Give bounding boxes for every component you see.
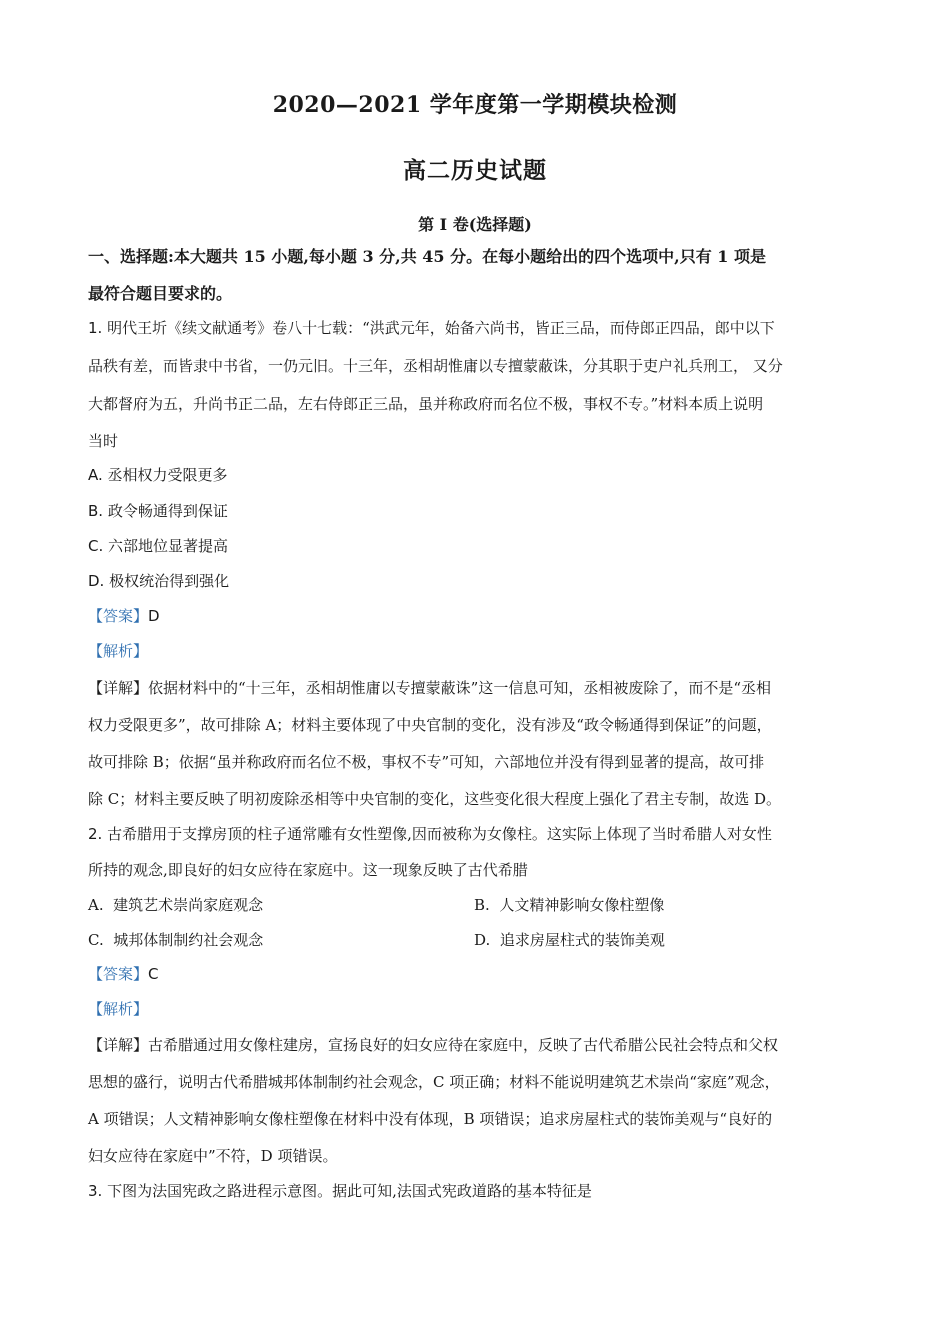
- exam-subtitle: 高二历史试题: [403, 157, 547, 184]
- detail-line: 思想的盛行，说明古代希腊城邦体制制约社会观念，C 项正确；材料不能说明建筑艺术崇尚“家庭”观念，: [88, 1073, 780, 1091]
- answer-line: [88, 964, 159, 984]
- analysis-tag: 【解析】: [88, 1000, 149, 1018]
- question-number: 1.: [88, 319, 103, 337]
- question-1-stem-line: 1. 明代王圻《续文献通考》卷八十七载：“洪武元年，始备六尚书，皆正三品，而侍郎正四品，郎中以下: [88, 319, 775, 337]
- detail-line: 除 C；材料主要反映了明初废除丞相等中央官制的变化，这些变化很大程度上强化了君主专制，故选 D。: [88, 790, 782, 808]
- option-c: C. 城邦体制制约社会观念: [88, 931, 264, 949]
- option-a: A. 建筑艺术崇尚家庭观念: [88, 896, 264, 914]
- option-a: A. 丞相权力受限更多: [88, 466, 228, 484]
- question-1-stem-line: 品秩有差，而皆隶中书省，一仍元旧。十三年，丞相胡惟庸以专擅蒙蔽诛，分其职于吏户礼兵刑工， 又分: [88, 357, 783, 375]
- answer-line: [88, 606, 160, 626]
- detail-line: 权力受限更多”，故可排除 A；材料主要体现了中央官制的变化，没有涉及“政令畅通得到保证”的问题，: [88, 716, 772, 734]
- answer-value: C: [148, 965, 159, 983]
- option-c: C. 六部地位显著提高: [88, 537, 229, 555]
- detail-line: 【详解】依据材料中的“十三年，丞相胡惟庸以专擅蒙蔽诛”这一信息可知，丞相被废除了，而不是“丞相: [88, 679, 772, 697]
- exam-title: 2020—2021 学年度第一学期模块检测: [272, 92, 678, 118]
- detail-line: A 项错误；人文精神影响女像柱塑像在材料中没有体现，B 项错误；追求房屋柱式的装饰美观与“良好的: [88, 1110, 773, 1128]
- section-heading-line: 最符合题目要求的。: [88, 284, 233, 303]
- option-b: B. 政令畅通得到保证: [88, 502, 228, 520]
- section-heading: [88, 238, 878, 312]
- answer-tag: 【答案】: [88, 607, 149, 625]
- option-b: B. 人文精神影响女像柱塑像: [474, 896, 665, 914]
- detail-tag: 【详解】: [88, 1036, 149, 1054]
- question-2-stem-line: 所持的观念,即良好的妇女应待在家庭中。这一现象反映了古代希腊: [88, 861, 528, 879]
- detail-line: 【详解】古希腊通过用女像柱建房，宣扬良好的妇女应待在家庭中，反映了古代希腊公民社会特点和父权: [88, 1036, 779, 1054]
- analysis-tag: 【解析】: [88, 642, 149, 660]
- answer-value: D: [148, 607, 160, 625]
- question-3-stem-line: 3. 下图为法国宪政之路进程示意图。据此可知,法国式宪政道路的基本特征是: [88, 1182, 592, 1200]
- question-number: 3.: [88, 1182, 103, 1200]
- question-2-stem-line: 2. 古希腊用于支撑房顶的柱子通常雕有女性塑像,因而被称为女像柱。这实际上体现了当时希腊人对女性: [88, 825, 772, 843]
- detail-tag: 【详解】: [88, 679, 149, 697]
- answer-tag: 【答案】: [88, 965, 149, 983]
- detail-line: 妇女应待在家庭中”不符，D 项错误。: [88, 1147, 338, 1165]
- question-1-stem-line: 大都督府为五，升尚书正二品，左右侍郎正三品，虽并称政府而名位不极，事权不专。”材料本质上说明: [88, 395, 764, 413]
- detail-line: 故可排除 B；依据“虽并称政府而名位不极，事权不专”可知，六部地位并没有得到显著的提高，故可排: [88, 753, 765, 771]
- volume-heading: 第 I 卷(选择题): [418, 215, 532, 234]
- question-number: 2.: [88, 825, 103, 843]
- option-d: D. 极权统治得到强化: [88, 572, 230, 590]
- section-heading-line: 一、选择题:本大题共 15 小题,每小题 3 分,共 45 分。在每小题给出的四个选项中,只有 1 项是: [88, 247, 766, 266]
- question-1-stem-line: 当时: [88, 432, 119, 450]
- option-d: D. 追求房屋柱式的装饰美观: [474, 931, 665, 949]
